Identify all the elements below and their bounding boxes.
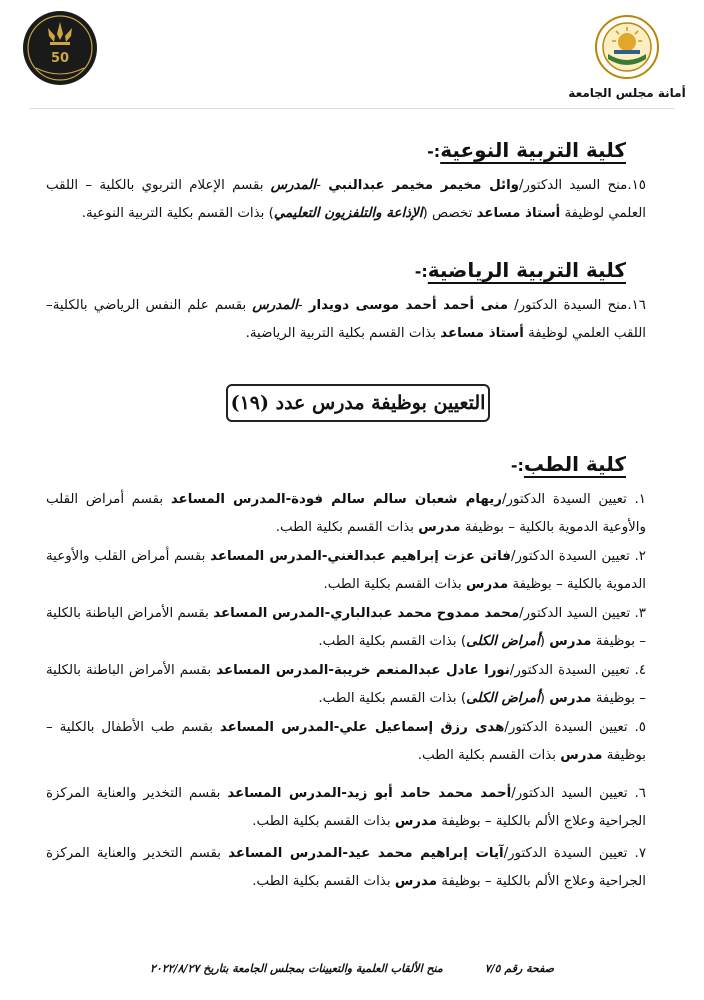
list-item: ٢. تعيين السيدة الدكتور/فاتن عزت إبراهيم عبدالغني-المدرس المساعد بقسم أمراض القلب والأوعية الدموية بالكلية – بوظيفة مدرس بذات القسم بكلية الطب. [46,549,646,592]
list-item: ١٥.منح السيد الدكتور/وائل مخيمر مخيمر عبدالنبي -المدرس بقسم الإعلام التربوي بالكلية – اللقب العلمي لوظيفة أستاذ مساعد تخصص (الإذاعة والتلفزيون التعليمي) بذات القسم بكلية التربية النوعية. [46,178,646,221]
list-item: ٧. تعيين السيدة الدكتور/آيات إبراهيم محمد عيد-المدرس المساعد بقسم التخدير والعناية المركزة الجراحية وعلاج الألم بالكلية – بوظيفة مدرس بذات القسم بكلية الطب. [46,846,647,889]
svg-text:50: 50 [50,51,70,66]
appointment-heading-box: التعيين بوظيفة مدرس عدد (١٩) [226,384,490,422]
list-item: ٥. تعيين السيدة الدكتور/هدى رزق إسماعيل علي-المدرس المساعد بقسم طب الأطفال بالكلية – بوظيفة مدرس بذات القسم بكلية الطب. [46,720,646,763]
council-secretariat-caption: أمانة مجلس الجامعة [568,86,686,100]
section-heading-medicine: كلية الطب:- [510,452,626,476]
list-item: ٤. تعيين السيدة الدكتور/نورا عادل عبدالمنعم خريبة-المدرس المساعد بقسم الأمراض الباطنة بالكلية – بوظيفة مدرس (أمراض الكلى) بذات القسم بكلية الطب. [46,663,647,706]
list-item: ٦. تعيين السيد الدكتور/أحمد محمد حامد أبو زيد-المدرس المساعد بقسم التخدير والعناية المركزة الجراحية وعلاج الألم بالكلية – بوظيفة مدرس بذات القسم بكلية الطب. [46,786,646,829]
list-item: ١. تعيين السيدة الدكتور/ريهام شعبان سالم سالم فودة-المدرس المساعد بقسم أمراض القلب والأوعية الدموية بالكلية – بوظيفة مدرس بذات القسم بكلية الطب. [46,492,646,535]
university-seal-icon [592,14,662,80]
anniversary-logo [22,10,98,86]
section-heading-specific-education: كلية التربية النوعية:- [427,138,626,162]
page-footer [150,962,554,975]
header-divider [30,108,674,109]
university-logo [568,14,686,100]
anniversary-seal-icon [22,10,98,86]
list-item: ٣. تعيين السيد الدكتور/محمد ممدوح محمد عبدالباري-المدرس المساعد بقسم الأمراض الباطنة بالكلية – بوظيفة مدرس (أمراض الكلى) بذات القسم بكلية الطب. [46,606,646,649]
list-item: ١٦.منح السيدة الدكتور/ منى أحمد أحمد موسى دويدار -المدرس بقسم علم النفس الرياضي بالكلية– اللقب العلمي لوظيفة أستاذ مساعد بذات القسم بكلية التربية الرياضية. [46,298,646,341]
footer-note: منح الألقاب العلمية والتعيينات بمجلس الجامعة بتاريخ ٢٠٢٢/٨/٢٧ [150,962,443,975]
section-heading-physical-education: كلية التربية الرياضية:- [414,258,626,282]
page-number: صفحة رقم ٧/٥ [484,962,554,975]
